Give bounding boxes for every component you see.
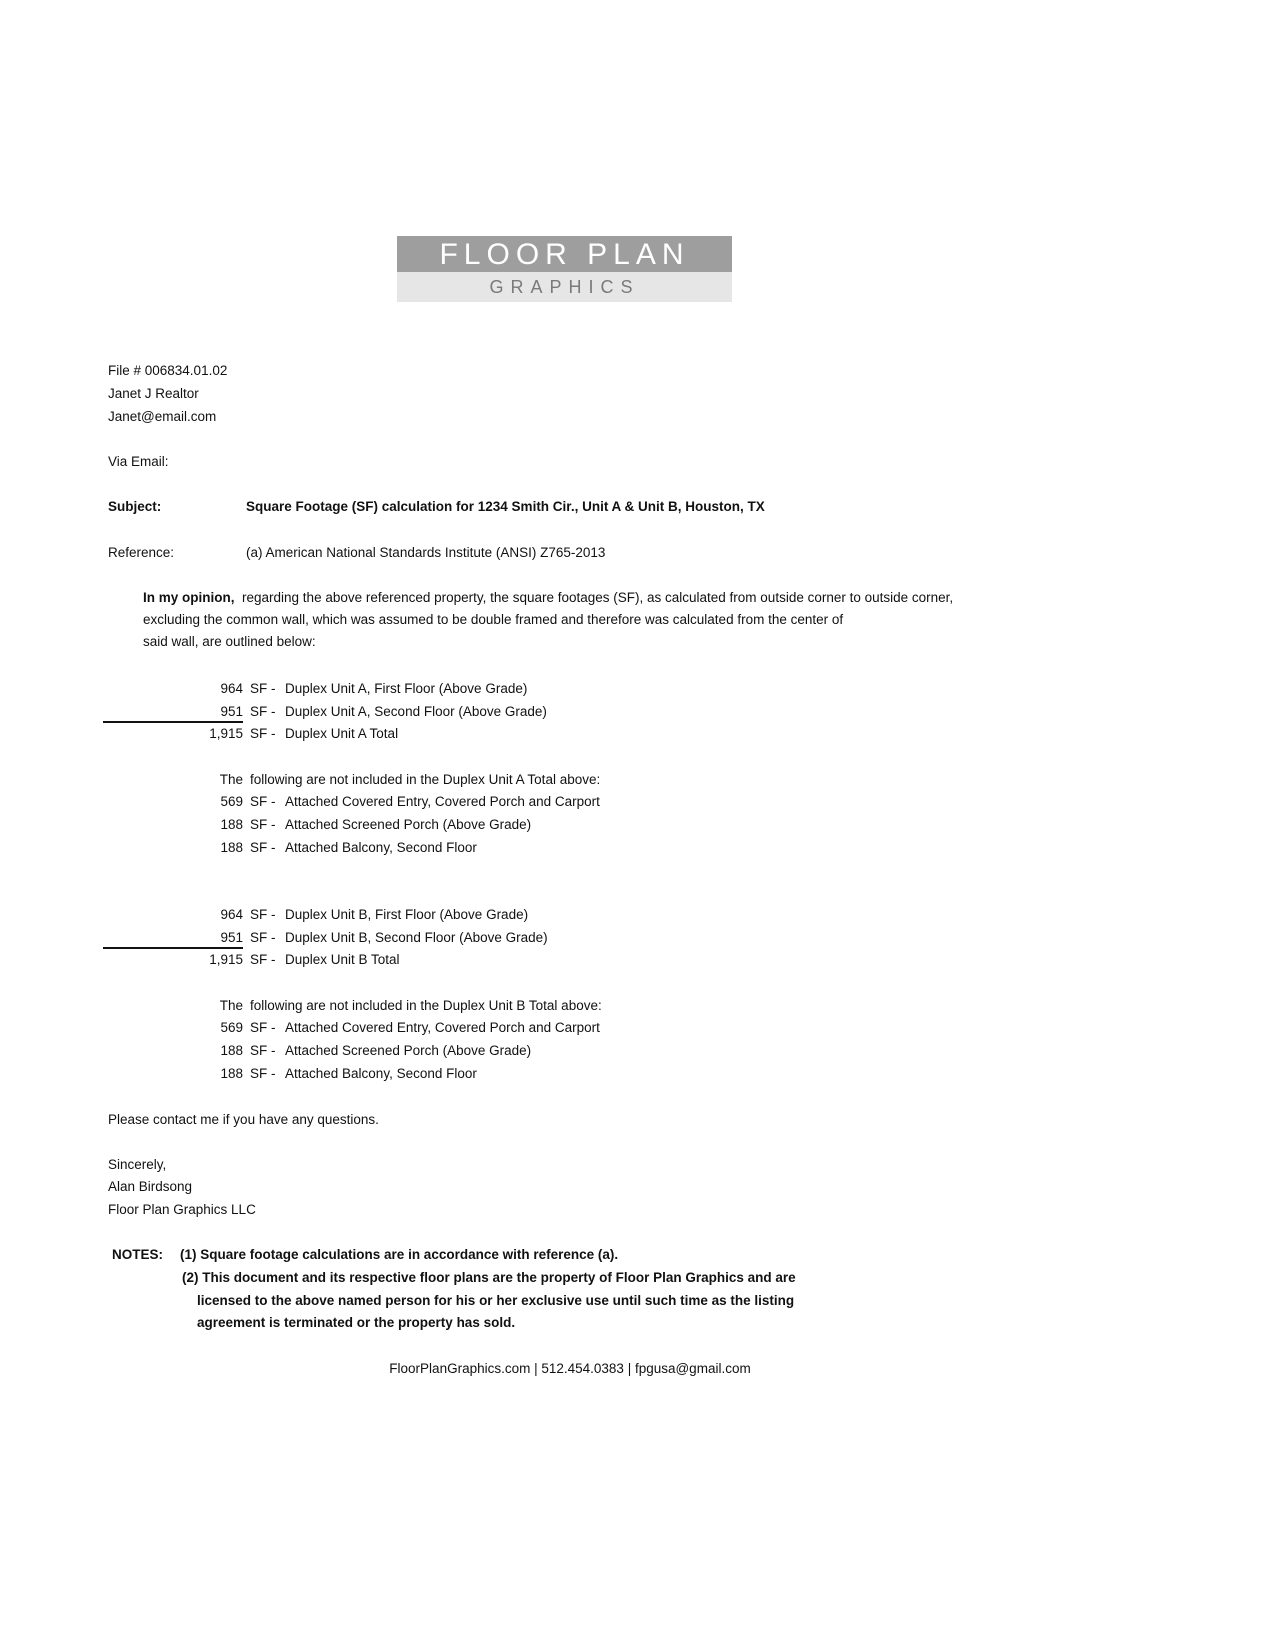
unit-b-excluded-row	[103, 1017, 803, 1039]
sf-unit: SF -	[250, 704, 276, 719]
sf-description: Attached Covered Entry, Covered Porch and Carport	[285, 794, 600, 809]
sf-unit: SF -	[250, 907, 276, 922]
sf-description: Attached Balcony, Second Floor	[285, 1066, 477, 1081]
sf-value: 951	[220, 930, 243, 945]
opinion-lead: In my opinion,	[143, 590, 235, 605]
notes-label: NOTES:	[112, 1247, 164, 1262]
sf-value: 569	[220, 794, 243, 809]
sf-description: Duplex Unit B, Second Floor (Above Grade)	[285, 930, 548, 945]
sf-unit: SF -	[250, 1066, 276, 1081]
sf-value: 188	[220, 840, 243, 855]
unit-a-row-total	[103, 723, 803, 745]
unit-b-row-total	[103, 949, 803, 971]
signer-company: Floor Plan Graphics LLC	[108, 1202, 256, 1217]
sf-value: 1,915	[209, 952, 243, 967]
sf-unit: SF -	[250, 817, 276, 832]
reference-label: Reference:	[108, 545, 175, 560]
unit-b-row-first	[103, 904, 803, 926]
unit-b-excluded-heading	[103, 995, 803, 1017]
unit-a-excluded-row	[103, 791, 803, 813]
sf-value: 569	[220, 1020, 243, 1035]
sf-description: Duplex Unit B, First Floor (Above Grade)	[285, 907, 529, 922]
excluded-text: following are not included in the Duplex Unit A Total above:	[250, 772, 601, 787]
sf-value: 964	[220, 907, 243, 922]
unit-a-row-second	[103, 701, 803, 723]
recipient-email: Janet@email.com	[108, 409, 217, 424]
logo-line1: FLOOR PLAN	[397, 236, 732, 272]
unit-a-excluded-heading	[103, 769, 803, 791]
unit-b-excluded-row	[103, 1040, 803, 1062]
sf-unit: SF -	[250, 952, 276, 967]
sf-value: 188	[220, 1066, 243, 1081]
opinion-paragraph	[143, 590, 953, 605]
unit-b-excluded-row	[103, 1063, 803, 1085]
note-2-line1: (2) This document and its respective floor plans are the property of Floor Plan Graphics and are	[182, 1270, 796, 1285]
sf-description: Attached Covered Entry, Covered Porch and Carport	[285, 1020, 600, 1035]
sf-value: 964	[220, 681, 243, 696]
subject-text: Square Footage (SF) calculation for 1234 Smith Cir., Unit A & Unit B, Houston, TX	[246, 499, 765, 514]
subject-label: Subject:	[108, 499, 162, 514]
excluded-text: following are not included in the Duplex Unit B Total above:	[250, 998, 602, 1013]
excluded-lead: The	[219, 772, 243, 787]
note-2-line2: licensed to the above named person for his or her exclusive use until such time as the listing	[197, 1293, 795, 1308]
note-1: (1) Square footage calculations are in accordance with reference (a).	[180, 1247, 619, 1262]
opinion-line3: said wall, are outlined below:	[143, 634, 316, 649]
unit-a-excluded-row	[103, 814, 803, 836]
unit-b-row-second	[103, 927, 803, 949]
via-email: Via Email:	[108, 454, 169, 469]
file-number: File # 006834.01.02	[108, 363, 228, 378]
sf-description: Attached Screened Porch (Above Grade)	[285, 1043, 532, 1058]
contact-line: Please contact me if you have any questions.	[108, 1112, 379, 1127]
opinion-line2: excluding the common wall, which was assumed to be double framed and therefore was calculated from the center of	[143, 612, 844, 627]
unit-a-excluded-row	[103, 837, 803, 859]
sf-unit: SF -	[250, 1020, 276, 1035]
sf-value: 188	[220, 1043, 243, 1058]
sf-value: 951	[220, 704, 243, 719]
sincerely: Sincerely,	[108, 1157, 167, 1172]
sf-description: Duplex Unit A, Second Floor (Above Grade)	[285, 704, 547, 719]
reference-text: (a) American National Standards Institute (ANSI) Z765-2013	[246, 545, 606, 560]
sf-unit: SF -	[250, 930, 276, 945]
sf-description: Duplex Unit B Total	[285, 952, 400, 967]
sf-unit: SF -	[250, 681, 276, 696]
sf-unit: SF -	[250, 1043, 276, 1058]
sf-unit: SF -	[250, 840, 276, 855]
footer-contact: FloorPlanGraphics.com | 512.454.0383 | fpgusa@gmail.com	[389, 1361, 751, 1376]
sf-description: Attached Balcony, Second Floor	[285, 840, 477, 855]
sf-value: 1,915	[209, 726, 243, 741]
signer-name: Alan Birdsong	[108, 1179, 193, 1194]
sf-value: 188	[220, 817, 243, 832]
note-2-line3: agreement is terminated or the property has sold.	[197, 1315, 516, 1330]
sf-description: Attached Screened Porch (Above Grade)	[285, 817, 532, 832]
opinion-line1: regarding the above referenced property, the square footages (SF), as calculated from outside corner to outside corner,	[242, 590, 954, 605]
sf-unit: SF -	[250, 726, 276, 741]
company-logo	[397, 236, 732, 302]
unit-a-row-first	[103, 678, 803, 700]
excluded-lead: The	[219, 998, 243, 1013]
sf-description: Duplex Unit A Total	[285, 726, 399, 741]
recipient-name: Janet J Realtor	[108, 386, 199, 401]
logo-line2: GRAPHICS	[397, 272, 732, 302]
sf-unit: SF -	[250, 794, 276, 809]
sf-description: Duplex Unit A, First Floor (Above Grade)	[285, 681, 528, 696]
